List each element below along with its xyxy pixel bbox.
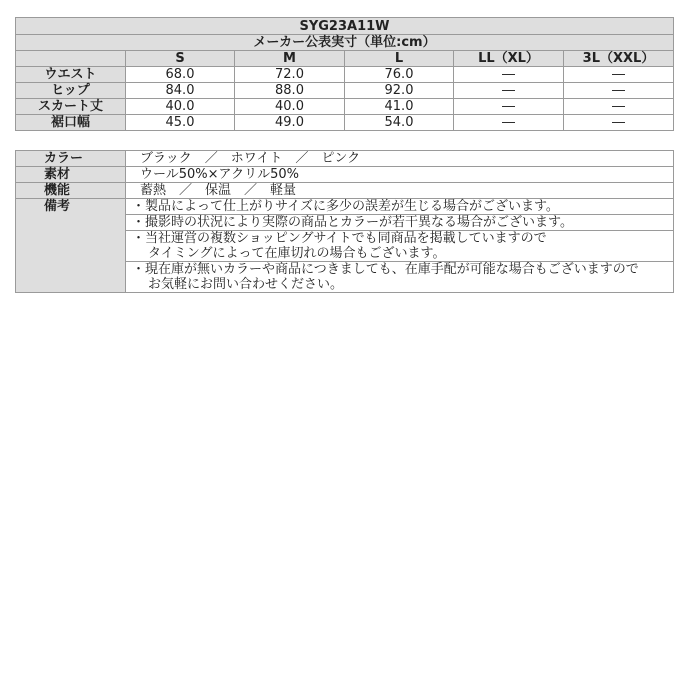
color-label: カラー bbox=[16, 151, 126, 167]
color-row bbox=[16, 151, 674, 167]
note-line: ・撮影時の状況により実際の商品とカラーが若干異なる場合がございます。 bbox=[132, 215, 573, 230]
size-value: 68.0 bbox=[126, 67, 235, 83]
table-row bbox=[16, 115, 674, 131]
function-label: 機能 bbox=[16, 183, 126, 199]
size-value: 40.0 bbox=[235, 99, 345, 115]
size-column-header: L bbox=[345, 51, 454, 67]
size-column-header: M bbox=[235, 51, 345, 67]
note-line: お気軽にお問い合わせください。 bbox=[148, 277, 344, 292]
table-row bbox=[16, 83, 674, 99]
size-value: 45.0 bbox=[126, 115, 235, 131]
size-value: ― bbox=[454, 99, 564, 115]
size-value: 41.0 bbox=[345, 99, 454, 115]
size-column-header: LL（XL） bbox=[454, 51, 564, 67]
notes-row bbox=[16, 199, 674, 215]
size-value: ― bbox=[564, 67, 674, 83]
note-line: タイミングによって在庫切れの場合もございます。 bbox=[148, 246, 446, 261]
color-value: ブラック ／ ホワイト ／ ピンク bbox=[126, 151, 674, 167]
note-item bbox=[126, 199, 674, 215]
row-label: スカート丈 bbox=[16, 99, 126, 115]
size-value: 84.0 bbox=[126, 83, 235, 99]
size-value: ― bbox=[564, 83, 674, 99]
row-label: 裾口幅 bbox=[16, 115, 126, 131]
note-line: ・製品によって仕上がりサイズに多少の誤差が生じる場合がございます。 bbox=[132, 199, 559, 214]
unit-note-row bbox=[16, 35, 674, 51]
size-value: 40.0 bbox=[126, 99, 235, 115]
size-column-header: 3L（XXL） bbox=[564, 51, 674, 67]
note-item bbox=[126, 215, 674, 231]
size-value: ― bbox=[564, 115, 674, 131]
note-item bbox=[126, 231, 674, 262]
function-row bbox=[16, 183, 674, 199]
corner-cell bbox=[16, 51, 126, 67]
size-value: 49.0 bbox=[235, 115, 345, 131]
table-row bbox=[16, 67, 674, 83]
product-code: SYG23A11W bbox=[16, 18, 674, 35]
size-value: 76.0 bbox=[345, 67, 454, 83]
note-item bbox=[126, 262, 674, 293]
product-code-row bbox=[16, 18, 674, 35]
size-value: 72.0 bbox=[235, 67, 345, 83]
function-value: 蓄熱 ／ 保温 ／ 軽量 bbox=[126, 183, 674, 199]
unit-note: メーカー公表実寸（単位:cm） bbox=[16, 35, 674, 51]
spec-table bbox=[15, 150, 674, 293]
notes-label: 備考 bbox=[16, 199, 126, 293]
size-table bbox=[15, 17, 674, 131]
size-value: 54.0 bbox=[345, 115, 454, 131]
size-value: ― bbox=[454, 115, 564, 131]
row-label: ウエスト bbox=[16, 67, 126, 83]
size-value: ― bbox=[454, 67, 564, 83]
size-value: 92.0 bbox=[345, 83, 454, 99]
material-value: ウール50%×アクリル50% bbox=[126, 167, 674, 183]
material-label: 素材 bbox=[16, 167, 126, 183]
note-line: ・当社運営の複数ショッピングサイトでも同商品を掲載していますので bbox=[132, 231, 547, 246]
size-value: 88.0 bbox=[235, 83, 345, 99]
size-header-row bbox=[16, 51, 674, 67]
note-line: ・現在庫が無いカラーや商品につきましても、在庫手配が可能な場合もございますので bbox=[132, 262, 639, 277]
material-row bbox=[16, 167, 674, 183]
row-label: ヒップ bbox=[16, 83, 126, 99]
size-column-header: S bbox=[126, 51, 235, 67]
size-value: ― bbox=[564, 99, 674, 115]
size-value: ― bbox=[454, 83, 564, 99]
table-row bbox=[16, 99, 674, 115]
